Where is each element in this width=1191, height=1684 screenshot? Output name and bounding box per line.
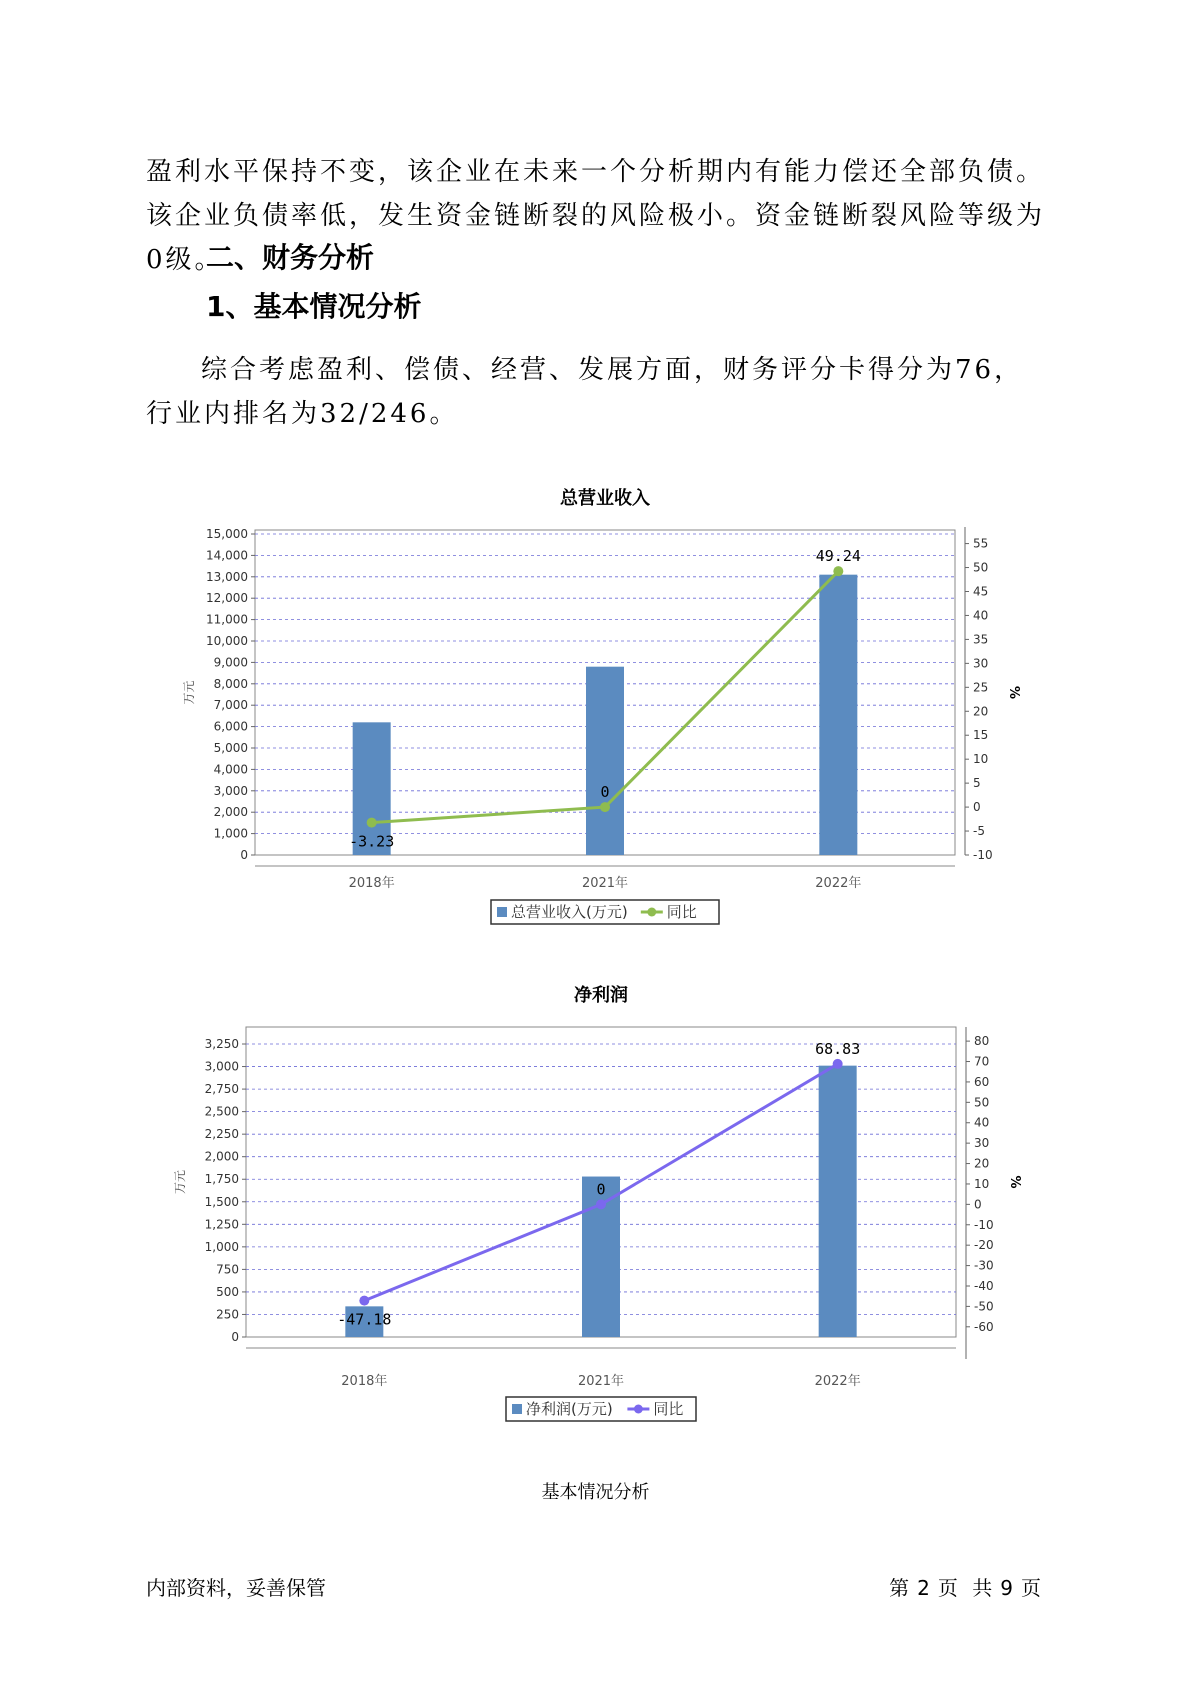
y-tick-label: 1,000	[213, 826, 248, 841]
y2-tick-label: 50	[973, 560, 989, 575]
y-tick-label: 2,500	[204, 1104, 239, 1119]
y2-tick-label: -5	[973, 824, 985, 839]
revenue-chart-svg	[0, 478, 1191, 938]
y2-tick-label: 0	[973, 800, 981, 815]
page-prefix: 第	[889, 1576, 910, 1600]
y-tick-label: 500	[216, 1284, 239, 1299]
y-tick-label: 12,000	[206, 591, 248, 606]
total-num: 9	[1000, 1576, 1013, 1600]
chart-title: 净利润	[574, 985, 628, 1006]
y2-axis-label: %	[1006, 685, 1021, 700]
footer-confidential: 内部资料，妥善保管	[146, 1576, 326, 1600]
revenue-chart	[0, 478, 1191, 938]
net-profit-chart-svg	[0, 975, 1191, 1435]
y2-tick-label: -50	[974, 1299, 994, 1314]
y2-axis-label: %	[1007, 1175, 1022, 1189]
y2-tick-label: 30	[973, 656, 989, 671]
chart-title: 总营业收入	[560, 488, 650, 509]
y2-tick-label: 0	[974, 1197, 982, 1212]
legend-bar-swatch	[497, 907, 507, 917]
paragraph-2: 综合考虑盈利、偿债、经营、发展方面，财务评分卡得分为76，行业内排名为32/246。	[146, 355, 1024, 429]
y2-tick-label: -10	[974, 1217, 994, 1232]
y2-tick-label: 60	[974, 1074, 990, 1089]
x-tick-label: 2021年	[577, 1374, 625, 1389]
yoy-point	[367, 818, 377, 828]
y-tick-label: 3,000	[204, 1059, 239, 1074]
page-num: 2	[917, 1576, 930, 1600]
data-label: -3.23	[349, 832, 395, 851]
y2-tick-label: 10	[973, 752, 989, 767]
y-tick-label: 6,000	[213, 719, 248, 734]
y-tick-label: 1,000	[204, 1239, 239, 1254]
y2-tick-label: 25	[973, 680, 989, 695]
yoy-point	[833, 566, 843, 576]
y-tick-label: 15,000	[206, 527, 248, 541]
y2-tick-label: 70	[974, 1054, 990, 1069]
y2-tick-label: 30	[974, 1136, 990, 1151]
y2-tick-label: -60	[974, 1319, 994, 1334]
bar-2022年	[819, 1066, 857, 1337]
subsection-heading: 1、基本情况分析	[206, 290, 422, 323]
y2-tick-label: 20	[973, 704, 989, 719]
x-tick-label: 2018年	[348, 876, 395, 891]
y2-tick-label: 80	[974, 1034, 990, 1049]
y-tick-label: 9,000	[213, 655, 248, 670]
total-suffix: 页	[1021, 1576, 1041, 1600]
y2-tick-label: 15	[973, 728, 989, 743]
bar-2021年	[586, 667, 624, 855]
y-axis-label: 万元	[173, 1169, 187, 1195]
y-tick-label: 2,750	[204, 1082, 239, 1097]
y-tick-label: 4,000	[213, 762, 248, 777]
y-tick-label: 250	[216, 1307, 239, 1322]
y-tick-label: 2,250	[204, 1127, 239, 1142]
yoy-point	[833, 1059, 843, 1069]
yoy-point	[596, 1199, 606, 1209]
x-tick-label: 2018年	[341, 1374, 388, 1389]
y-tick-label: 10,000	[206, 634, 248, 648]
footer-page-number	[885, 1572, 1045, 1601]
y-tick-label: 8,000	[213, 676, 248, 691]
y-tick-label: 1,750	[204, 1172, 239, 1187]
y2-tick-label: 45	[973, 584, 989, 599]
data-label: 68.83	[815, 1039, 861, 1058]
y-tick-label: 2,000	[213, 805, 248, 820]
section-heading: 二、财务分析	[206, 241, 375, 274]
y-tick-label: 5,000	[213, 741, 248, 755]
data-label: 0	[600, 783, 610, 802]
y-tick-label: 13,000	[206, 569, 248, 584]
x-tick-label: 2022年	[814, 1374, 861, 1389]
y2-tick-label: 10	[974, 1176, 990, 1191]
legend-bar-label: 总营业收入(万元)	[511, 903, 628, 921]
y2-tick-label: -10	[973, 848, 993, 862]
legend-bar-label: 净利润(万元)	[526, 1400, 613, 1418]
legend-bar-swatch	[512, 1404, 522, 1414]
legend-line-marker	[634, 1405, 643, 1414]
y2-tick-label: -20	[974, 1238, 994, 1253]
y-tick-label: 14,000	[206, 548, 248, 563]
total-prefix: 共	[972, 1576, 993, 1600]
y2-tick-label: -40	[974, 1278, 994, 1293]
x-tick-label: 2022年	[815, 876, 862, 891]
y-tick-label: 0	[231, 1330, 239, 1344]
y2-tick-label: 5	[973, 776, 981, 791]
y2-tick-label: 35	[973, 632, 989, 647]
data-label: 49.24	[815, 547, 861, 566]
y2-tick-label: 40	[973, 608, 989, 623]
y2-tick-label: -30	[974, 1258, 994, 1273]
paragraph-1: 盈利水平保持不变，该企业在未来一个分析期内有能力偿还全部负债。该企业负债率低，发生资金链断裂的风险极小。资金链断裂风险等级为0级。	[146, 157, 1046, 275]
y-tick-label: 2,000	[204, 1149, 239, 1164]
y-tick-label: 750	[216, 1262, 239, 1277]
y-tick-label: 7,000	[213, 698, 248, 713]
net-profit-chart	[0, 975, 1191, 1435]
legend-line-marker	[647, 908, 656, 917]
yoy-point	[359, 1296, 369, 1306]
legend-line-label: 同比	[653, 1400, 684, 1418]
yoy-point	[600, 802, 610, 812]
y2-tick-label: 55	[973, 536, 989, 551]
page-mid: 页	[937, 1576, 958, 1600]
y-tick-label: 1,500	[204, 1194, 239, 1209]
y2-tick-label: 50	[974, 1095, 990, 1110]
y2-tick-label: 40	[974, 1115, 990, 1130]
data-label: -47.18	[337, 1310, 392, 1329]
y-tick-label: 3,000	[213, 783, 248, 798]
y-tick-label: 1,250	[204, 1217, 239, 1232]
y-tick-label: 0	[240, 848, 248, 862]
y2-tick-label: 20	[974, 1156, 990, 1171]
y-tick-label: 3,250	[204, 1037, 239, 1052]
y-axis-label: 万元	[182, 680, 196, 705]
y-tick-label: 11,000	[206, 612, 248, 627]
x-tick-label: 2021年	[581, 876, 629, 891]
figure-caption: 基本情况分析	[541, 1482, 650, 1503]
data-label: 0	[596, 1180, 606, 1199]
bar-2022年	[819, 575, 857, 855]
legend-line-label: 同比	[666, 903, 697, 921]
